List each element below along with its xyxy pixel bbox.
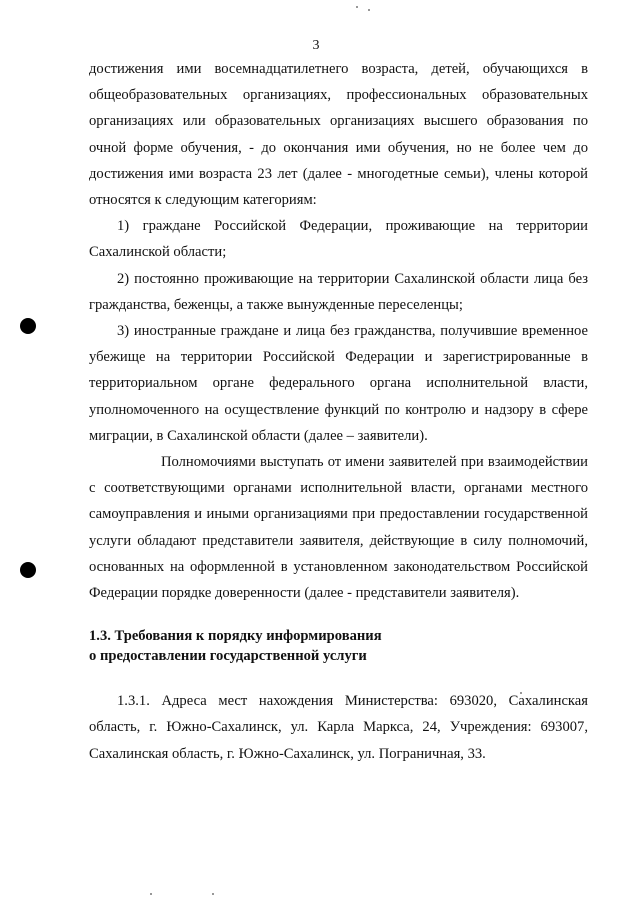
paragraph-addresses: 1.3.1. Адреса мест нахождения Министерства: 693020, Сахалинская область, г. Южно-Сахалинск, ул. Карла Маркса, 24, Учреждения: 693007, Сахалинская область, г. Южно-Сахалинск, ул. Пограничная, 33. xyxy=(89,693,588,762)
paragraph-continuation: достижения ими восемнадцатилетнего возраста, детей, обучающихся в общеобразовательных организациях, профессиональных образовательных организациях или образовательных организациях высшего образования по очной форме обучения, - до окончания ими обучения, но не более чем до достижения ими возраста 23 лет (далее - многодетные семьи), члены которой относятся к следующим категориям: xyxy=(89,61,588,209)
list-item-1: 1) граждане Российской Федерации, проживающие на территории Сахалинской области; xyxy=(89,218,588,261)
section-heading-line-1: 1.3. Требования к порядку информирования xyxy=(89,628,382,645)
scan-speck xyxy=(356,6,358,8)
section-heading-line-2: о предоставлении государственной услуги xyxy=(89,648,367,665)
page-number: 3 xyxy=(312,38,320,53)
list-item-3: 3) иностранные граждане и лица без гражданства, получившие временное убежище на территории Российской Федерации и зарегистрированные в территориальном органе федерального органа исполнительной власти, уполномоченного на осуществление функций по контролю и надзору в сфере миграции, в Сахалинской области (далее – заявители). xyxy=(89,323,588,444)
scan-speck xyxy=(212,893,214,895)
list-item-2: 2) постоянно проживающие на территории Сахалинской области лица без гражданства, беженцы, а также вынужденные переселенцы; xyxy=(89,270,588,313)
document-body xyxy=(89,56,588,767)
scan-speck xyxy=(150,893,152,895)
binder-hole-top xyxy=(20,318,36,334)
paragraph-representatives: Полномочиями выступать от имени заявителей при взаимодействии с соответствующими органами исполнительной власти, органами местного самоуправления и иными организациями при предоставлении государственной услуги обладают представители заявителя, действующие в силу полномочий, основанных на оформленной в установленном законодательством Российской Федерации порядке доверенности (далее - представители заявителя). xyxy=(89,454,588,602)
section-heading xyxy=(89,626,588,666)
scan-speck xyxy=(368,9,370,11)
binder-hole-bottom xyxy=(20,562,36,578)
